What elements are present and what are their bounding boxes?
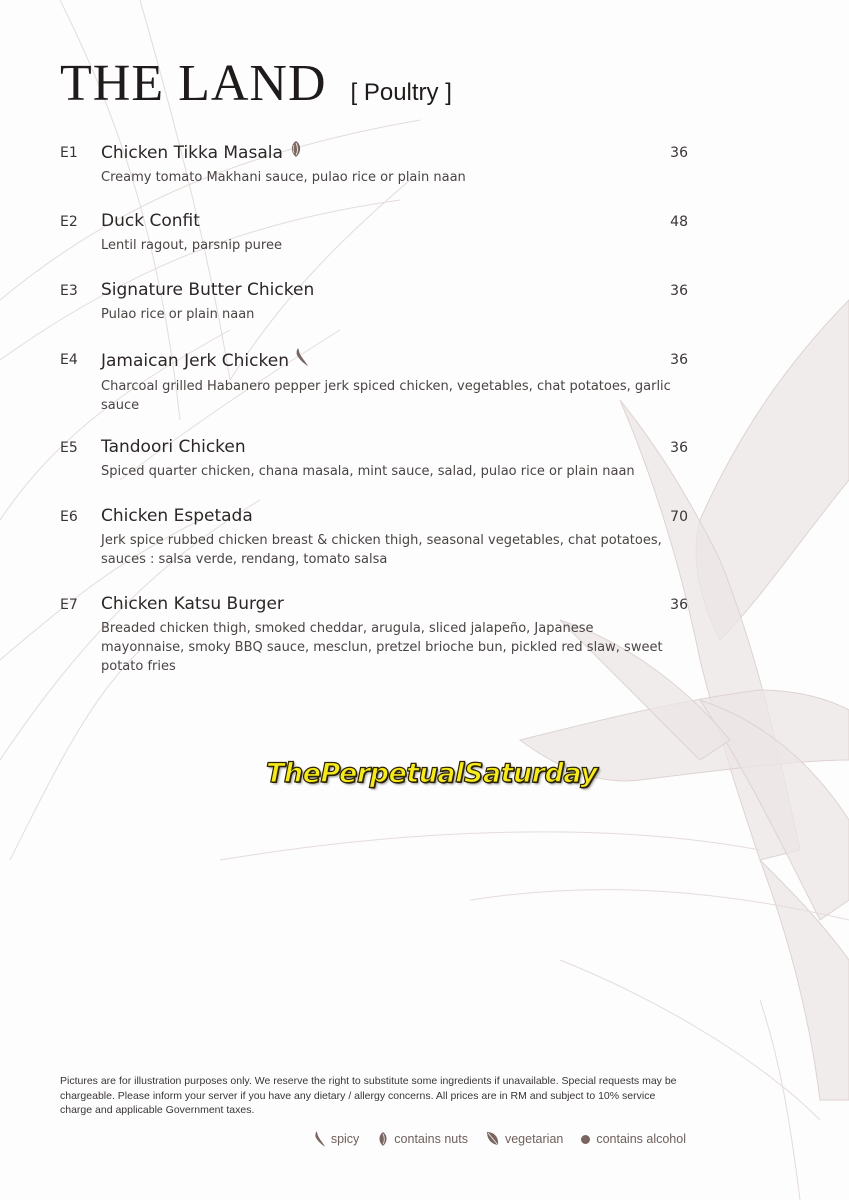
item-description: Jerk spice rubbed chicken breast & chicken thigh, seasonal vegetables, chat potatoes, sauces : salsa verde, rendang, tomato salsa xyxy=(101,533,662,567)
item-description: Pulao rice or plain naan xyxy=(101,307,255,322)
legend-label: vegetarian xyxy=(504,1132,564,1146)
menu-item xyxy=(60,347,688,435)
item-code: E6 xyxy=(60,509,78,525)
item-price: 48 xyxy=(670,214,688,230)
menu-item xyxy=(60,209,688,278)
legend-label: contains alcohol xyxy=(596,1132,686,1146)
footer-disclaimer: Pictures are for illustration purposes only. We reserve the right to substitute some ingredients if unavailable. Special requests may be chargeable. Please inform your server if you have any dietary / allergy concerns. All prices are in RM and subject to 10% service charge and applicable Government taxes. xyxy=(60,1075,677,1116)
item-name: Tandoori Chicken xyxy=(101,437,246,457)
icon-legend xyxy=(314,1130,686,1148)
legend-label: contains nuts xyxy=(394,1132,468,1146)
item-name: Chicken Espetada xyxy=(101,506,253,526)
item-price: 36 xyxy=(670,597,688,613)
page-title: THE LAND xyxy=(60,55,327,112)
watermark: ThePerpetualSaturday xyxy=(266,758,598,789)
chili-icon xyxy=(314,1130,326,1148)
page-subtitle: [ Poultry ] xyxy=(350,79,452,106)
legend-item-nuts xyxy=(377,1131,468,1147)
item-name: Duck Confit xyxy=(101,211,200,231)
nut-icon xyxy=(289,140,303,165)
item-price: 36 xyxy=(670,352,688,368)
item-description: Creamy tomato Makhani sauce, pulao rice or plain naan xyxy=(101,170,466,185)
menu-item xyxy=(60,435,688,504)
item-name: Chicken Tikka Masala xyxy=(101,142,283,163)
item-description: Lentil ragout, parsnip puree xyxy=(101,238,282,253)
item-price: 36 xyxy=(670,145,688,161)
item-price: 70 xyxy=(670,509,688,525)
item-price: 36 xyxy=(670,440,688,456)
chili-icon xyxy=(295,347,309,374)
nut-icon xyxy=(377,1131,389,1147)
item-name: Signature Butter Chicken xyxy=(101,280,315,300)
menu-item xyxy=(60,140,688,209)
item-code: E2 xyxy=(60,214,78,230)
item-description: Charcoal grilled Habanero pepper jerk spiced chicken, vegetables, chat potatoes, garlic sauce xyxy=(101,379,671,413)
item-code: E7 xyxy=(60,597,78,613)
item-description: Breaded chicken thigh, smoked cheddar, arugula, sliced jalapeño, Japanese mayonnaise, smoky BBQ sauce, mesclun, pretzel brioche bun, pickled red slaw, sweet potato fries xyxy=(101,621,663,674)
item-price: 36 xyxy=(670,283,688,299)
item-code: E1 xyxy=(60,145,78,161)
item-code: E4 xyxy=(60,352,78,368)
dot-icon xyxy=(581,1135,590,1144)
leaf-icon xyxy=(486,1131,500,1147)
item-code: E5 xyxy=(60,440,78,456)
menu-list xyxy=(60,140,688,680)
menu-item xyxy=(60,504,688,592)
page-header xyxy=(60,55,452,112)
menu-item xyxy=(60,278,688,347)
item-name: Chicken Katsu Burger xyxy=(101,594,284,614)
item-code: E3 xyxy=(60,283,78,299)
legend-item-vegetarian xyxy=(486,1131,563,1147)
item-name: Jamaican Jerk Chicken xyxy=(101,350,289,371)
legend-item-alcohol xyxy=(581,1132,686,1146)
item-description: Spiced quarter chicken, chana masala, mint sauce, salad, pulao rice or plain naan xyxy=(101,464,635,479)
legend-item-spicy xyxy=(314,1130,359,1148)
menu-item xyxy=(60,592,688,680)
legend-label: spicy xyxy=(330,1132,360,1146)
